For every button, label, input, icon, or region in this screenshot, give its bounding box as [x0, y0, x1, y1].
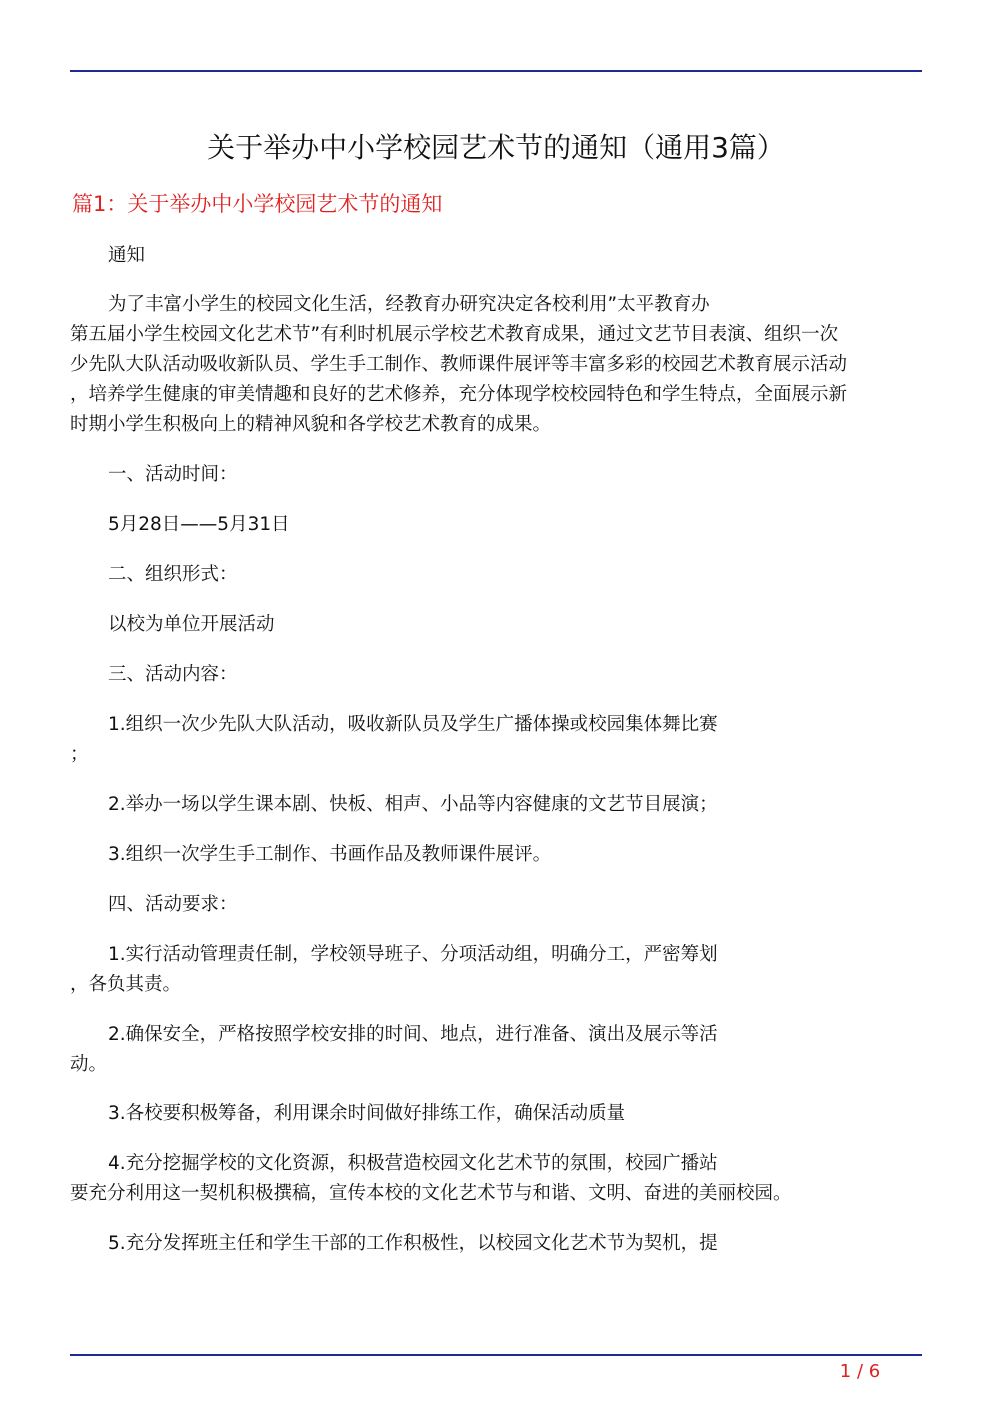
- section-heading: 篇1：关于举办中小学校园艺术节的通知: [72, 192, 443, 216]
- document-title: 关于举办中小学校园艺术节的通知（通用3篇）: [207, 131, 785, 164]
- header-rule: [70, 70, 922, 72]
- paragraph-line: 为了丰富小学生的校园文化生活，经教育办研究决定各校利用”太平教育办: [108, 294, 710, 315]
- paragraph-line: 2.举办一场以学生课本剧、快板、相声、小品等内容健康的文艺节目展演；: [108, 794, 718, 815]
- paragraph-line: 2.确保安全，严格按照学校安排的时间、地点，进行准备、演出及展示等活: [108, 1024, 718, 1045]
- paragraph-line: 1.组织一次少先队大队活动，吸收新队员及学生广播体操或校园集体舞比赛: [108, 714, 718, 735]
- paragraph-line: 第五届小学生校园文化艺术节”有利时机展示学校艺术教育成果，通过文艺节目表演、组织一次: [70, 324, 839, 345]
- paragraph-line: 5月28日——5月31日: [108, 514, 290, 535]
- paragraph-line: ；: [70, 744, 89, 765]
- page-number: 1 / 6: [839, 1361, 881, 1382]
- paragraph-line: 一、活动时间：: [108, 464, 238, 485]
- paragraph-line: ，培养学生健康的审美情趣和良好的艺术修养，充分体现学校校园特色和学生特点，全面展示新: [70, 384, 848, 405]
- paragraph-line: 1.实行活动管理责任制，学校领导班子、分项活动组，明确分工，严密筹划: [108, 944, 718, 965]
- paragraph-line: 3.各校要积极筹备，利用课余时间做好排练工作，确保活动质量: [108, 1103, 626, 1124]
- paragraph-line: 四、活动要求：: [108, 894, 238, 915]
- paragraph-line: 4.充分挖掘学校的文化资源，积极营造校园文化艺术节的氛围，校园广播站: [108, 1153, 718, 1174]
- footer-rule: [70, 1354, 922, 1356]
- paragraph-line: 二、组织形式：: [108, 564, 238, 585]
- paragraph-line: 少先队大队活动吸收新队员、学生手工制作、教师课件展评等丰富多彩的校园艺术教育展示活动: [70, 354, 848, 375]
- paragraph-line: 三、活动内容：: [108, 664, 238, 685]
- paragraph-line: 以校为单位开展活动: [108, 614, 275, 635]
- paragraph-line: 5.充分发挥班主任和学生干部的工作积极性，以校园文化艺术节为契机，提: [108, 1233, 718, 1254]
- paragraph-line: 要充分利用这一契机积极撰稿，宣传本校的文化艺术节与和谐、文明、奋进的美丽校园。: [70, 1183, 792, 1204]
- paragraph-line: 通知: [108, 245, 146, 266]
- paragraph-line: 3.组织一次学生手工制作、书画作品及教师课件展评。: [108, 844, 552, 865]
- paragraph-line: ，各负其责。: [70, 974, 182, 995]
- paragraph-line: 动。: [70, 1054, 108, 1075]
- paragraph-line: 时期小学生积极向上的精神风貌和各学校艺术教育的成果。: [70, 414, 552, 435]
